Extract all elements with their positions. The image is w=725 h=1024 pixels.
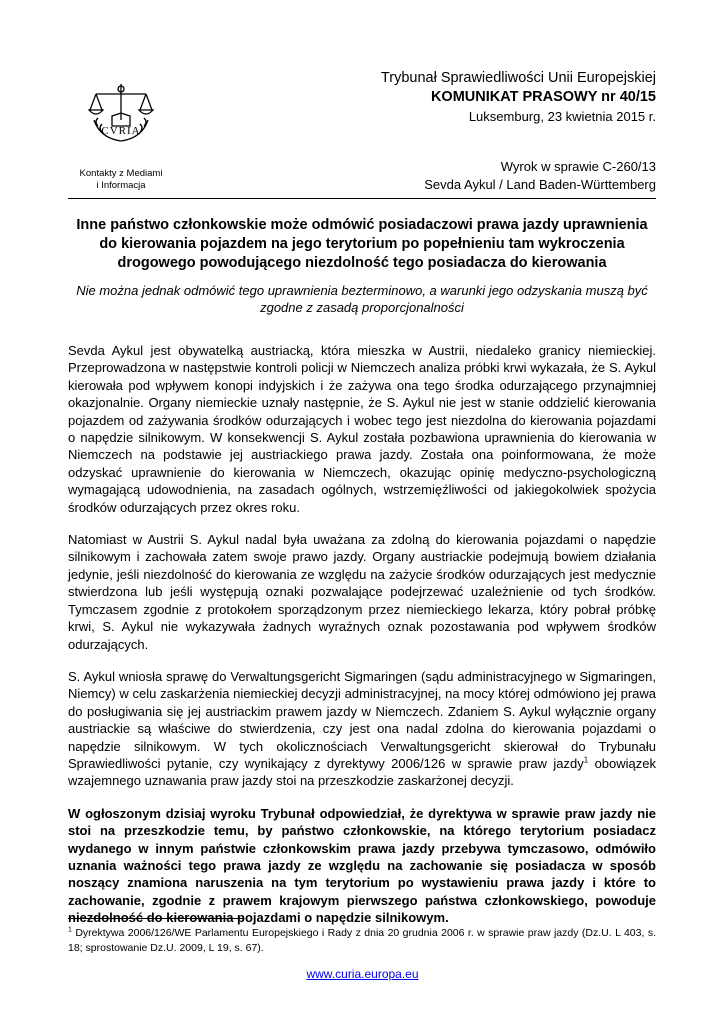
- headline: Inne państwo członkowskie może odmówić posiadaczowi prawa jazdy uprawnienia do kierowania pojazdem na jego terytorium po popełnieniu tam wykroczenia drogowego powodującego niezdolność tego posiadacza do kierowania: [76, 217, 648, 271]
- case-number: Wyrok w sprawie C-260/13: [500, 159, 656, 174]
- case-parties: Sevda Aykul / Land Baden-Württemberg: [424, 177, 656, 192]
- footnote-text: Dyrektywa 2006/126/WE Parlamentu Europejskiego i Rady z dnia 20 grudnia 2006 r. w sprawie praw jazdy (Dz.U. L 403, s. 18; sprostowanie Dz.U. 2009, L 19, s. 67).: [68, 927, 656, 954]
- press-release-header: [236, 68, 656, 126]
- footnote-reference[interactable]: 1: [583, 755, 589, 765]
- footnote-marker: 1: [68, 926, 72, 934]
- court-name: Trybunał Sprawiedliwości Unii Europejskiej: [380, 70, 656, 86]
- logo-text: CVRIA: [101, 125, 141, 137]
- media-contact-label: [70, 168, 172, 192]
- release-date: Luksemburg, 23 kwietnia 2015 r.: [468, 109, 656, 124]
- paragraph-2: Natomiast w Austrii S. Aykul nadal była uważana za zdolną do kierowania pojazdami o napędzie silnikowym i zachowała zatem swoje prawo jazdy. Organy austriackie podejmują bowiem działania jedynie, jeśli niezdolność do kierowania ze względu na zażycie środków odurzających jest medycznie stwierdzona lub jeśli występują oznaki pozwalające podejrzewać uzależnienie od tych środków. Tymczasem zgodnie z protokołem sporządzonym przez niemieckiego lekarza, który pobrał próbkę krwi, S. Aykul nie wykazywała żadnych wyraźnych oznak pozostawania pod wpływem środków odurzających.: [68, 532, 656, 652]
- website-footer: [0, 967, 725, 981]
- subheadline: Nie można jednak odmówić tego uprawnienia bezterminowo, a warunki jego odzyskania muszą być zgodne z zasadą proporcjonalności: [76, 283, 648, 315]
- header-divider: [68, 198, 656, 199]
- paragraph-3-text: S. Aykul wniosła sprawę do Verwaltungsgericht Sigmaringen (sądu administracyjnego w Sigmaringen, Niemcy) w celu zaskarżenia niemieckiej decyzji administracyjnej, na mocy której odmówiono jej prawa do posługiwania się jej austriackim prawem jazdy w Niemczech. Zdaniem S. Aykul wyłącznie organy austriackie są właściwe do stwierdzenia, czy jest ona nadal zdolna do kierowania pojazdami o napędzie silnikowym. W tych okolicznościach Verwaltungsgericht skierował do Trybunału Sprawiedliwości pytanie, czy wynikający z dyrektywy 2006/126 w sprawie praw jazdy: [68, 668, 656, 771]
- article-body: [68, 342, 656, 942]
- footnote-divider: [68, 918, 243, 919]
- press-release-number: KOMUNIKAT PRASOWY nr 40/15: [430, 89, 656, 105]
- footnote: [68, 926, 656, 956]
- paragraph-1: Sevda Aykul jest obywatelką austriacką, która mieszka w Austrii, niedaleko granicy niemieckiej. Przeprowadzona w następstwie kontroli policji w Niemczech analiza próbki krwi wykazała, że S. Aykul kierowała pod wpływem konopi indyjskich i że zażywa ona tego środka odurzającego przynajmniej okazjonalnie. Organy niemieckie uznały następnie, że S. Aykul nie jest w stanie oddzielić kierowania pojazdem od zażywania środków odurzających i wobec tego jest niezdolna do kierowania pojazdami o napędzie silnikowym. W konsekwencji S. Aykul została pozbawiona uprawnienia do kierowania w Niemczech na podstawie jej austriackiego prawa jazdy. Została ona poinformowana, że może odzyskać uprawnienie do kierowania w Niemczech, okazując opinię medyczno-psychologiczną wymagającą udowodnienia, na zasadach ogólnych, wstrzemięźliwości od jakiegokolwiek spożycia środków odurzających przez okres roku.: [68, 343, 656, 515]
- contact-line-1: Kontakty z Mediami: [79, 168, 163, 179]
- paragraph-3-text-end: obowiązek wzajemnego uznawania praw jazdy stoi na przeszkodzie zaskarżonej decyzji.: [68, 755, 656, 789]
- website-link[interactable]: www.curia.europa.eu: [306, 967, 419, 981]
- scales-of-justice-icon: [86, 80, 156, 158]
- case-reference: [236, 158, 656, 194]
- ruling-paragraph: W ogłoszonym dzisiaj wyroku Trybunał odpowiedział, że dyrektywa w sprawie praw jazdy nie stoi na przeszkodzie temu, by państwo członkowskie, na którego terytorium posiadacz wydanego w innym państwie członkowskim prawa jazdy przebywa tymczasowo, odmówiło uznania ważności tego prawa jazdy ze względu na zachowanie się posiadacza w sposób noszący znamiona naruszenia na tym terytorium po wystawieniu prawa jazdy i które to zachowanie, zgodnie z prawem krajowym pierwszego państwa członkowskiego, powoduje niezdolność do kierowania pojazdami o napędzie silnikowym.: [68, 805, 656, 926]
- curia-logo: [86, 80, 156, 158]
- paragraph-3: [68, 668, 656, 790]
- contact-line-2: i Informacja: [96, 180, 146, 191]
